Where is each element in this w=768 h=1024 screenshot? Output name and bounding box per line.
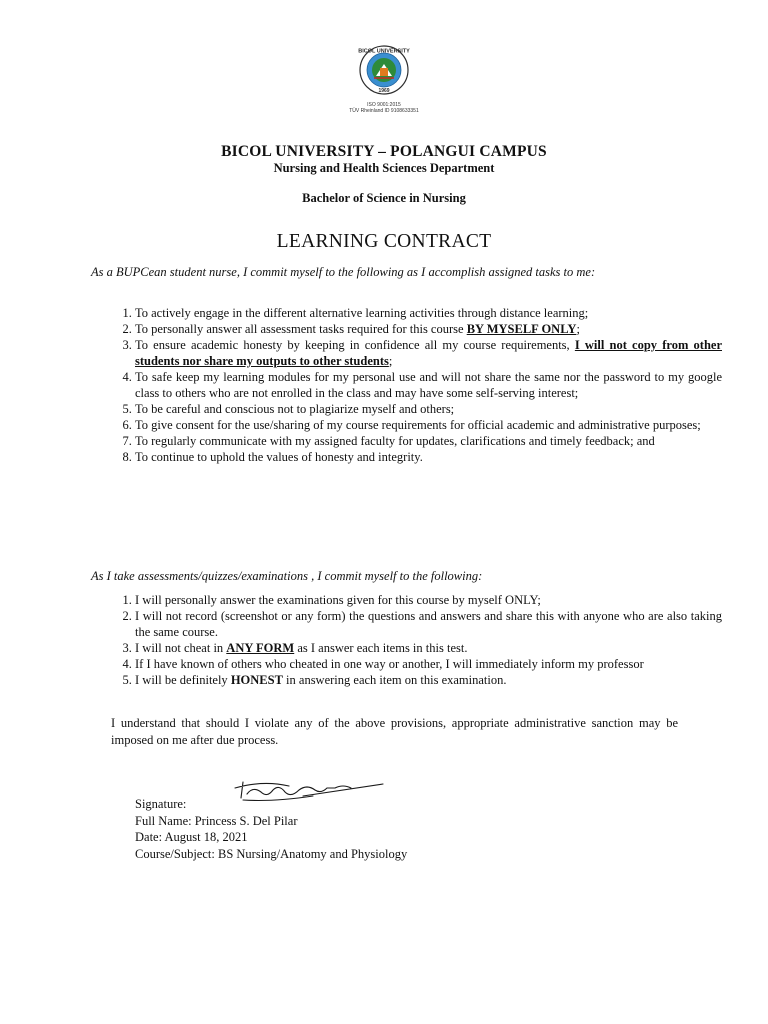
closing-statement: I understand that should I violate any of the above provisions, appropriate administrative sanction may be imposed on me after due process. xyxy=(111,716,678,747)
iso-cert-line-2: TÜV Rheinland ID 9108633351 xyxy=(349,108,419,114)
emphasis-text: ANY FORM xyxy=(226,641,295,655)
list-item: 3. To ensure academic honesty by keeping in confidence all my course requirements, I will not copy from other students nor share my outputs to other students; xyxy=(135,337,722,369)
document-title: LEARNING CONTRACT xyxy=(276,231,492,252)
list-item: 5. To be careful and conscious not to plagiarize myself and others; xyxy=(135,401,722,417)
list-item: 8. To continue to uphold the values of honesty and integrity. xyxy=(135,449,722,465)
signature-label: Signature: xyxy=(135,797,187,811)
emphasis-text: I will not copy from other students nor share my outputs to other students xyxy=(135,338,722,368)
iso-cert-line-1: ISO 9001:2015 xyxy=(367,102,401,108)
list-item: 5. I will be definitely HONEST in answering each item on this examination. xyxy=(135,672,722,688)
emphasis-text: BY MYSELF ONLY xyxy=(466,322,577,336)
section1-intro: As a BUPCean student nurse, I commit myself to the following as I accomplish assigned tasks to me: xyxy=(91,265,596,279)
full-name: Full Name: Princess S. Del Pilar xyxy=(135,813,298,828)
university-seal xyxy=(318,38,450,128)
list-item: 1. To actively engage in the different alternative learning activities through distance learning; xyxy=(135,305,722,321)
assessment-list xyxy=(91,592,722,688)
seal-year: 1969 xyxy=(378,88,390,94)
bold-text: HONEST xyxy=(230,673,283,687)
university-name: BICOL UNIVERSITY – POLANGUI CAMPUS xyxy=(221,143,547,160)
list-item: 6. To give consent for the use/sharing of my course requirements for official academic and administrative purposes; xyxy=(135,417,722,433)
list-item: 7. To regularly communicate with my assigned faculty for updates, clarifications and timely feedback; and xyxy=(135,433,722,449)
list-item: 2. To personally answer all assessment tasks required for this course BY MYSELF ONLY; xyxy=(135,321,722,337)
list-item: 4. If I have known of others who cheated in one way or another, I will immediately inform my professor xyxy=(135,656,722,672)
seal-icon xyxy=(352,38,416,102)
date: Date: August 18, 2021 xyxy=(135,830,248,844)
list-item: 2. I will not record (screenshot or any form) the questions and answers and share this with anyone who are also taking the same course. xyxy=(135,608,722,640)
course-subject: Course/Subject: BS Nursing/Anatomy and Physiology xyxy=(135,846,408,861)
list-item: 4. To safe keep my learning modules for my personal use and will not share the same nor the password to my google class to others who are not enrolled in the class and may have some self-serving interest; xyxy=(135,369,722,401)
list-item: 3. I will not cheat in ANY FORM as I answer each items in this test. xyxy=(135,640,722,656)
list-item: 1. I will personally answer the examinations given for this course by myself ONLY; xyxy=(135,592,722,608)
seal-ring-text: BICOL UNIVERSITY xyxy=(358,48,410,55)
department-name: Nursing and Health Sciences Department xyxy=(273,161,495,175)
program-name: Bachelor of Science in Nursing xyxy=(302,191,466,205)
commitment-list xyxy=(91,305,722,465)
signature-block xyxy=(135,796,407,862)
section2-intro: As I take assessments/quizzes/examinations , I commit myself to the following: xyxy=(91,569,483,583)
